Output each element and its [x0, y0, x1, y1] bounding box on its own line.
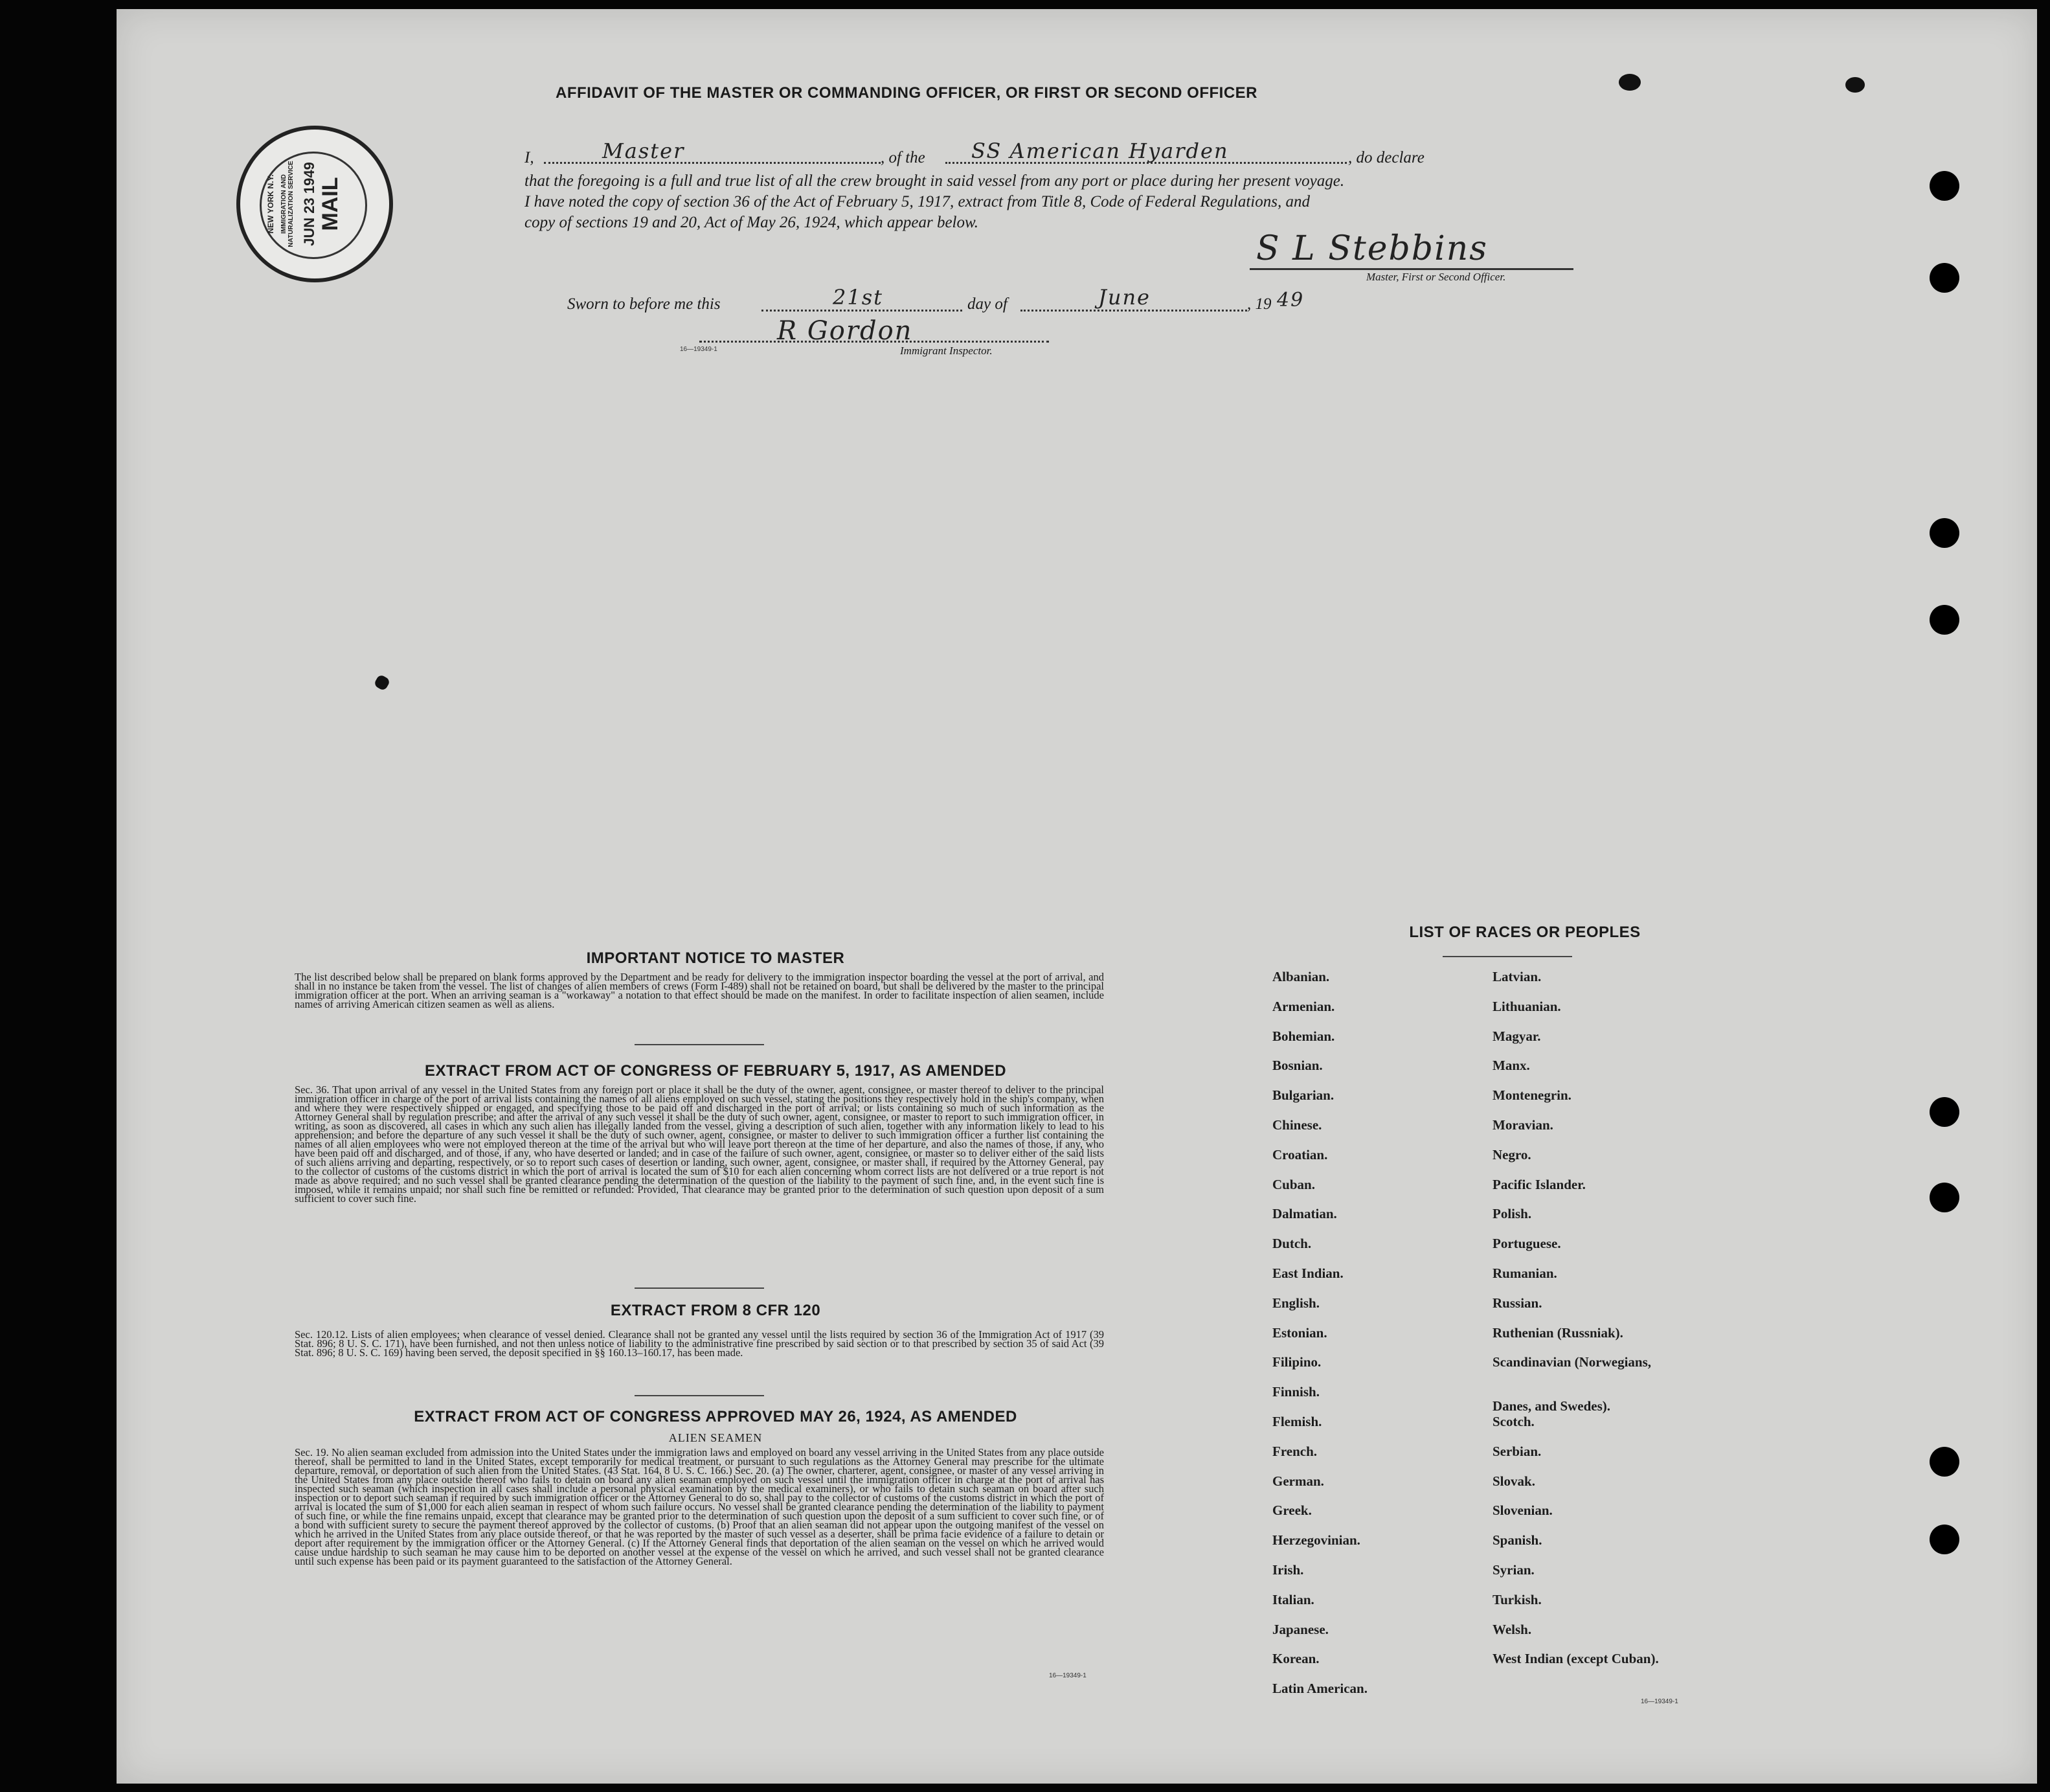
race-item: English. — [1272, 1295, 1320, 1311]
race-item: Chinese. — [1272, 1117, 1322, 1133]
race-item: Turkish. — [1492, 1591, 1542, 1607]
signature-line — [1250, 268, 1573, 270]
race-item: Slovak. — [1492, 1473, 1535, 1489]
race-item: Moravian. — [1492, 1117, 1553, 1133]
form-code-top: 16—19349-1 — [680, 346, 717, 353]
of-the-label: , of the — [881, 149, 925, 166]
race-item: Magyar. — [1492, 1028, 1541, 1044]
race-item: East Indian. — [1272, 1265, 1344, 1281]
race-item: Korean. — [1272, 1651, 1320, 1667]
race-item: Scotch. — [1492, 1414, 1535, 1429]
race-item: Japanese. — [1272, 1621, 1329, 1637]
race-item: Bohemian. — [1272, 1028, 1335, 1044]
affidavit-line4: copy of sections 19 and 20, Act of May 26, 1924, which appear below. — [524, 214, 979, 231]
inspector-line — [699, 341, 1049, 343]
race-item: German. — [1272, 1473, 1324, 1489]
ink-mark — [373, 674, 390, 691]
section-divider — [635, 1395, 764, 1396]
affidavit-line3: I have noted the copy of section 36 of the Act of February 5, 1917, extract from Title 8, Code of Federal Regulations, and — [524, 193, 1310, 210]
stamp-date-text: JUN 23 1949 — [301, 162, 317, 246]
stamp-city-text: NEW YORK N.Y. — [266, 174, 275, 234]
race-item: Ruthenian (Russniak). — [1492, 1324, 1623, 1341]
affidavit-line1 — [524, 139, 1703, 170]
month-handwritten: June — [1098, 285, 1151, 310]
punch-hole — [1930, 518, 1959, 548]
extract-cfr-heading: EXTRACT FROM 8 CFR 120 — [610, 1302, 821, 1319]
extract-1924-heading: EXTRACT FROM ACT OF CONGRESS APPROVED MAY 26, 1924, AS AMENDED — [414, 1408, 1017, 1425]
section-divider — [635, 1044, 764, 1045]
race-item: Italian. — [1272, 1591, 1314, 1607]
extract-1924-text: Sec. 19. No alien seaman excluded from admission into the United States under the immigration laws and employed on board any vessel arriving in the United States from any place outside thereof, shall be permitted to land in the United States, except temporarily for medical treatment, or pursuant to such regulations as the Attorney General may prescribe for the ultimate departure, removal, or deportation of such alien from the United States. (43 Stat. 164, 8 U. S. C. 166.) Sec. 20. (a) The owner, charterer, agent, consignee, or master of any vessel arriving in the United States from any place outside thereof who fails to detain on board any alien seaman employed on such vessel until the immigration officer in charge at the port of arrival has inspected such seaman (which inspection in all cases shall include a personal physical examination by the medical examiners), or who fails to detain such seaman on board after such inspection or to deport such seaman if required by such immigration officer or the Attorney General to do so, shall pay to the collector of customs of the customs district in which the port of arrival is located the sum of $1,000 for each alien seaman in respect of whom such failure occurs. No vessel shall be granted clearance pending the determination of the liability to payment of such fine, or while the fine remains unpaid, except that clearance may be granted prior to the determination of such question upon the deposit of a sum sufficient to cover such fine, or of a bond with sufficient surety to secure the payment thereof approved by the collector of customs. (b) Proof that an alien seaman did not appear upon the outgoing manifest of the vessel on which he arrived in the United States from any place outside thereof, or that he was reported by the master of such vessel as a deserter, shall be prima facie evidence of a failure to detain or deport after requirement by the immigration officer or the Attorney General. (c) If the Attorney General finds that deportation of the alien seaman on the vessel on which he arrived would cause undue hardship to such seaman he may cause him to be deported on another vessel at the expense of the vessel on which he arrived, and such vessel shall not be granted clearance until such expense has been paid or its payment guaranteed to the satisfaction of the Attorney General. — [295, 1446, 1104, 1567]
race-item: Irish. — [1272, 1562, 1304, 1578]
race-item: Slovenian. — [1492, 1503, 1553, 1519]
race-item: Lithuanian. — [1492, 998, 1561, 1014]
race-item: West Indian (except Cuban). — [1492, 1651, 1659, 1667]
race-item: Syrian. — [1492, 1562, 1535, 1578]
race-item: Danes, and Swedes). — [1492, 1398, 1611, 1414]
sworn-line — [567, 285, 1474, 320]
day-field — [761, 310, 962, 312]
race-item: Montenegrin. — [1492, 1087, 1571, 1104]
race-item: Filipino. — [1272, 1354, 1322, 1370]
extract-1917-heading: EXTRACT FROM ACT OF CONGRESS OF FEBRUARY 5, 1917, AS AMENDED — [424, 1062, 1007, 1080]
day-handwritten: 21st — [833, 285, 883, 310]
year-handwritten: 49 — [1277, 289, 1305, 312]
race-item: Polish. — [1492, 1206, 1532, 1222]
race-item: Dalmatian. — [1272, 1206, 1337, 1222]
race-item: Scandinavian (Norwegians, — [1492, 1354, 1652, 1370]
punch-hole — [1930, 263, 1959, 293]
race-item: Greek. — [1272, 1503, 1312, 1519]
year-prefix: , 19 — [1247, 295, 1272, 313]
race-item: Flemish. — [1272, 1414, 1322, 1429]
race-item: Serbian. — [1492, 1443, 1542, 1459]
race-item: Rumanian. — [1492, 1265, 1557, 1281]
ink-mark — [1619, 74, 1641, 91]
extract-cfr-text: Sec. 120.12. Lists of alien employees; when clearance of vessel denied. Clearance shall not be granted any vessel until the lists required by section 36 of the Immigration Act of 1917 (39 Stat. 896; 8 U. S. C. 171), have been furnished, and not then unless notice of liability to the administrative fine prescribed by said section or to that prescribed by section 35 of said Act (39 Stat. 896; 8 U. S. C. 169) having been served, the deposit specified in §§ 160.13–160.17, has been made. — [295, 1328, 1104, 1359]
notice-heading: IMPORTANT NOTICE TO MASTER — [586, 949, 845, 967]
race-item: Albanian. — [1272, 969, 1330, 984]
race-item: Herzegovinian. — [1272, 1532, 1360, 1548]
races-divider — [1443, 956, 1572, 957]
ink-mark — [1845, 77, 1865, 93]
race-item: Pacific Islander. — [1492, 1176, 1586, 1192]
extract-1917-text: Sec. 36. That upon arrival of any vessel in the United States from any foreign port or place it shall be the duty of the owner, agent, consignee, or master thereof to deliver to the principal immigration officer in charge of the port of arrival lists containing the names of all aliens employed on such vessel, stating the positions they respectively hold in the ship's company, when and where they were respectively shipped or engaged, and specifying those to be paid off and discharged in the port of arrival; or lists containing so much of such information as the Attorney General shall by regulation prescribe; and after the arrival of any such vessel it shall be the duty of such owner, agent, consignee, or master to report to such immigration officer, in writing, as soon as discovered, all cases in which any such alien has illegally landed from the vessel, giving a description of such alien, together with any information likely to lead to his apprehension; and before the departure of any such vessel it shall be the duty of such owner, agent, consignee, or master to deliver to such immigration officer a further list containing the names of all alien employees who were not employed thereon at the time of the arrival but who will leave port thereon at the time of her departure, and also the names of those, if any, who have been paid off and discharged, and of those, if any, who have deserted or landed; and in case of the failure of such owner, agent, consignee, or master so to deliver either of the said lists of such aliens arriving and departing, respectively, or so to report such cases of desertion or landing, such owner, agent, consignee, or master shall, if required by the Attorney General, pay to the collector of customs of the customs district in which the port of arrival is located the sum of $10 for each alien concerning whom correct lists are not delivered or a true report is not made as above required; and no such vessel shall be granted clearance pending the determination of the question of the liability to the payment of such fine, and, in the event such fine is imposed, while it remains unpaid; nor shall such fine be remitted or refunded: Provided, That clearance may be granted prior to the determination of such question upon deposit of a sum sufficient to cover such fine. — [295, 1083, 1104, 1205]
punch-hole — [1930, 605, 1959, 635]
inspector-caption: Immigrant Inspector. — [900, 345, 993, 357]
races-heading: LIST OF RACES OR PEOPLES — [1409, 924, 1641, 941]
race-item: Welsh. — [1492, 1621, 1532, 1637]
do-declare-label: , do declare — [1348, 149, 1425, 166]
race-item: Russian. — [1492, 1295, 1542, 1311]
race-item: Cuban. — [1272, 1176, 1315, 1192]
i-label: I, — [524, 149, 534, 166]
race-item: Estonian. — [1272, 1324, 1327, 1341]
punch-hole — [1930, 1183, 1959, 1212]
race-item: Armenian. — [1272, 998, 1335, 1014]
day-of-label: day of — [967, 295, 1008, 313]
race-item: Dutch. — [1272, 1236, 1312, 1252]
race-item: Negro. — [1492, 1146, 1531, 1163]
race-item: Croatian. — [1272, 1146, 1328, 1163]
section-divider — [635, 1287, 764, 1289]
race-item: Bulgarian. — [1272, 1087, 1335, 1104]
race-item: Latin American. — [1272, 1681, 1368, 1697]
inspector-signature: R Gordon — [777, 316, 913, 346]
punch-hole — [1930, 1097, 1959, 1127]
race-item: Portuguese. — [1492, 1236, 1561, 1252]
master-field — [544, 162, 881, 164]
affidavit-line2: that the foregoing is a full and true list of all the crew brought in said vessel from any port or place during her present voyage. — [524, 172, 1345, 190]
race-item: Finnish. — [1272, 1384, 1320, 1400]
document-sheet — [117, 9, 2037, 1784]
month-field — [1020, 310, 1247, 312]
stamp-mail-text: MAIL — [318, 177, 343, 231]
vessel-handwritten: SS American Hyarden — [971, 139, 1229, 163]
affidavit-title: AFFIDAVIT OF THE MASTER OR COMMANDING OFFICER, OR FIRST OR SECOND OFFICER — [555, 84, 1258, 102]
form-code-races: 16—19349-1 — [1641, 1698, 1678, 1705]
notice-text: The list described below shall be prepared on blank forms approved by the Department and be ready for delivery to the immigration inspector boarding the vessel at the port of arrival, and shall in no instance be taken from the vessel. The list of changes of alien members of crews (Form I-489) shall not be retained on board, but shall be delivered by the master to the principal immigration officer at the port. When an arriving seaman is a "workaway" a notation to that effect should be made on the manifest. In order to facilitate inspection of alien seamen, include names of arriving American citizen seamen as well as aliens. — [295, 971, 1104, 1010]
sworn-label: Sworn to before me this — [567, 295, 721, 313]
alien-seamen-subheading: ALIEN SEAMEN — [668, 1431, 763, 1444]
race-item: French. — [1272, 1443, 1318, 1459]
race-item: Manx. — [1492, 1058, 1530, 1074]
stamp-agency-text: IMMIGRATION AND NATURALIZATION SERVICE — [280, 161, 295, 247]
master-signature: S L Stebbins — [1256, 229, 1488, 268]
signature-caption: Master, First or Second Officer. — [1366, 271, 1506, 283]
master-handwritten: Master — [602, 139, 685, 163]
punch-hole — [1930, 1525, 1959, 1554]
punch-hole — [1930, 1447, 1959, 1477]
form-code-1924: 16—19349-1 — [1049, 1672, 1087, 1679]
mail-stamp — [236, 126, 393, 282]
punch-hole — [1930, 171, 1959, 201]
race-item: Latvian. — [1492, 969, 1542, 984]
race-item: Spanish. — [1492, 1532, 1542, 1548]
race-item: Bosnian. — [1272, 1058, 1323, 1074]
